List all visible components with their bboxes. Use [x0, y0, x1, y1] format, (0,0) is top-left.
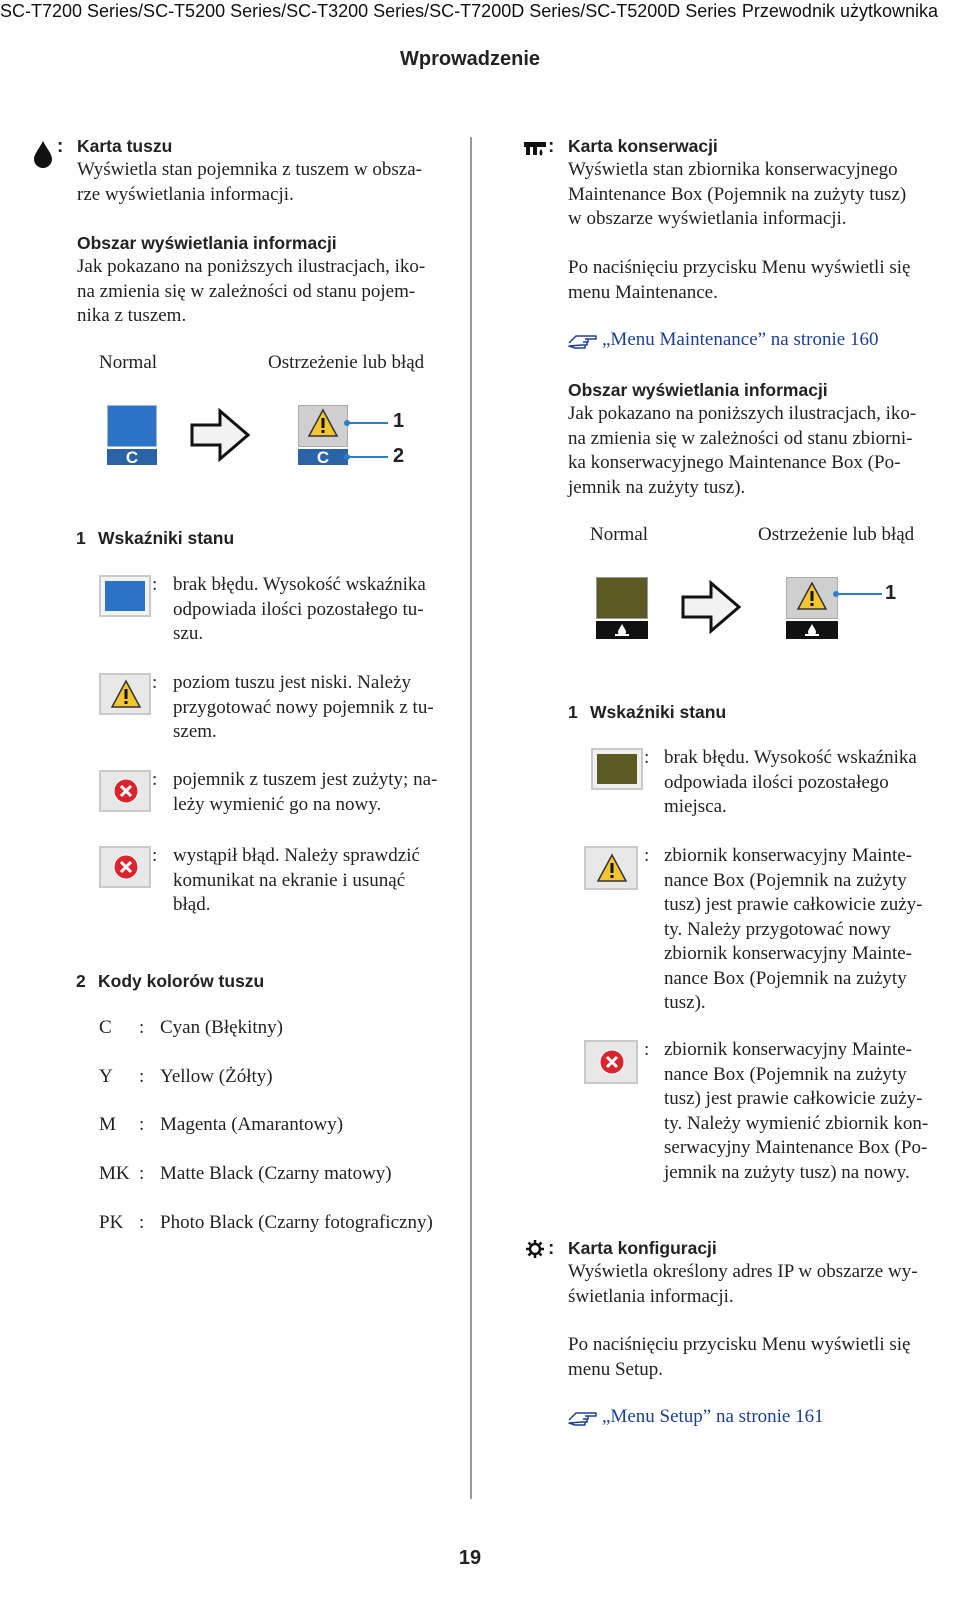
status-item-4-text — [173, 844, 420, 918]
item-colon: : — [139, 1066, 145, 1087]
text-line: Po naciśnięciu przycisku Menu wyświetli się — [568, 1334, 911, 1355]
callout-1: 1 — [885, 582, 897, 604]
ink-code-name: Yellow (Żółty) — [160, 1066, 273, 1087]
text-line: pojemnik z tuszem jest zużyty; na- — [173, 769, 438, 790]
text-line: nance Box (Pojemnik na zużyty — [664, 967, 907, 989]
status-item-1-text — [173, 573, 426, 647]
maint-tab-desc2 — [568, 256, 910, 305]
figure-normal-label: Normal — [99, 352, 158, 373]
text-line: jemnik na zużyty tusz). — [568, 476, 746, 498]
maintenance-menu-link[interactable]: „Menu Maintenance” na stronie 160 — [602, 329, 879, 350]
text-line: zbiornik konserwacyjny Mainte- — [664, 845, 912, 866]
text-line: menu Setup. — [568, 1358, 663, 1380]
maint-normal-tile — [596, 577, 648, 639]
item-colon: : — [644, 747, 650, 768]
item-colon: : — [152, 574, 158, 595]
warning-triangle-icon — [99, 673, 151, 715]
info-area-title: Obszar wyświetlania informacji — [77, 233, 337, 253]
maint-status-3-text — [664, 1038, 928, 1185]
status-heading: Wskaźniki stanu — [590, 702, 727, 722]
section-title: Wprowadzenie — [399, 48, 540, 70]
error-x-icon — [99, 770, 151, 812]
text-line: leży wymienić go na nowy. — [173, 793, 382, 815]
maint-tab-title: Karta konserwacji — [568, 136, 718, 156]
maint-tab-desc — [568, 158, 906, 232]
text-line: komunikat na ekranie i usunąć — [173, 869, 406, 891]
pointing-hand-icon — [568, 1407, 598, 1434]
guide-title: Przewodnik użytkownika — [741, 1, 938, 21]
ink-code: C — [99, 1017, 112, 1038]
status-item-2-text — [173, 671, 434, 745]
text-line: odpowiada ilości pozostałego — [664, 771, 889, 793]
text-line: miejsca. — [664, 796, 727, 817]
info-area-desc-right — [568, 402, 916, 500]
item-colon: : — [644, 845, 650, 866]
blue-level-icon — [99, 575, 151, 617]
callout-1: 1 — [393, 410, 405, 432]
text-line: na zmienia się w zależności od stanu zbiorni- — [568, 427, 913, 449]
series-title: SC-T7200 Series/SC-T5200 Series/SC-T3200 Series/SC-T7200D Series/SC-T5200D Series — [0, 1, 737, 21]
text-line: na zmienia się w zależności od stanu pojem- — [77, 280, 416, 302]
ink-code: Y — [99, 1066, 113, 1087]
text-line: Jak pokazano na poniższych ilustracjach, iko- — [77, 256, 426, 277]
figure-normal-label: Normal — [590, 524, 649, 545]
ink-normal-tile — [107, 405, 157, 465]
codes-heading-num: 2 — [76, 971, 86, 991]
ink-code: PK — [99, 1212, 124, 1233]
maint-status-2-text — [664, 844, 923, 1016]
ink-tab-colon: : — [57, 136, 64, 157]
error-x-icon — [99, 846, 151, 888]
text-line: ty. Należy wymienić zbiornik kon- — [664, 1112, 929, 1134]
text-line: jemnik na zużyty tusz) na nowy. — [664, 1161, 910, 1183]
text-line: błąd. — [173, 894, 211, 915]
warning-triangle-icon — [584, 846, 638, 890]
status-heading: Wskaźniki stanu — [98, 528, 235, 548]
ink-drop-icon — [33, 140, 53, 168]
text-line: Jak pokazano na poniższych ilustracjach, iko- — [568, 403, 917, 424]
text-line: nance Box (Pojemnik na zużyty — [664, 869, 907, 891]
ink-code-name: Photo Black (Czarny fotograficzny) — [160, 1212, 433, 1233]
arrow-right-icon — [681, 580, 743, 639]
text-line: tusz) jest prawie całkowicie zuży- — [664, 894, 923, 915]
item-colon: : — [139, 1017, 145, 1038]
item-colon: : — [139, 1212, 145, 1233]
config-tab-desc2 — [568, 1333, 910, 1382]
text-line: przygotować nowy pojemnik z tu- — [173, 696, 434, 718]
item-colon: : — [152, 845, 158, 866]
text-line: odpowiada ilości pozostałego tu- — [173, 598, 424, 620]
error-x-icon — [584, 1040, 638, 1084]
text-line: Maintenance Box (Pojemnik na zużyty tusz) — [568, 183, 907, 205]
ink-code-label: C — [298, 449, 348, 465]
text-line: serwacyjny Maintenance Box (Po- — [664, 1137, 928, 1158]
ink-code-label: C — [107, 449, 157, 465]
text-line: Wyświetla stan zbiornika konserwacyjnego — [568, 159, 898, 180]
pointing-hand-icon — [568, 330, 598, 357]
olive-level-icon — [591, 748, 643, 790]
arrow-right-icon — [190, 408, 252, 467]
text-line: poziom tuszu jest niski. Należy — [173, 672, 411, 693]
callout-2: 2 — [393, 445, 405, 467]
text-line: menu Maintenance. — [568, 281, 718, 303]
config-tab-title: Karta konfiguracji — [568, 1238, 717, 1258]
text-line: szu. — [173, 623, 204, 644]
item-colon: : — [644, 1039, 650, 1060]
ink-code: M — [99, 1114, 116, 1135]
ink-code-name: Matte Black (Czarny matowy) — [160, 1163, 392, 1184]
status-heading-num: 1 — [568, 702, 578, 722]
text-line: zbiornik konserwacyjny Mainte- — [664, 943, 912, 964]
item-colon: : — [152, 769, 158, 790]
figure-warning-label: Ostrzeżenie lub błąd — [268, 352, 425, 373]
text-line: rze wyświetlania informacji. — [77, 183, 294, 205]
info-area-title-right: Obszar wyświetlania informacji — [568, 380, 828, 400]
text-line: ty. Należy przygotować nowy — [664, 918, 891, 940]
page-number: 19 — [458, 1547, 482, 1569]
text-line: nika z tuszem. — [77, 305, 187, 326]
text-line: brak błędu. Wysokość wskaźnika — [664, 747, 917, 768]
text-line: w obszarze wyświetlania informacji. — [568, 208, 847, 229]
warning-triangle-icon — [307, 408, 339, 438]
text-line: wystąpił błąd. Należy sprawdzić — [173, 845, 420, 866]
maint-tab-colon: : — [548, 136, 555, 157]
text-line: szem. — [173, 721, 217, 742]
text-line: świetlania informacji. — [568, 1285, 734, 1307]
ink-code: MK — [99, 1163, 130, 1184]
ink-code-name: Magenta (Amarantowy) — [160, 1114, 344, 1135]
maint-warning-tile — [786, 577, 838, 639]
maint-status-1-text — [664, 746, 917, 820]
item-colon: : — [139, 1163, 145, 1184]
gear-icon — [525, 1239, 545, 1264]
ink-tab-desc — [77, 158, 422, 207]
text-line: ka konserwacyjnego Maintenance Box (Po- — [568, 452, 901, 473]
text-line: Wyświetla określony adres IP w obszarze wy- — [568, 1261, 918, 1282]
item-colon: : — [139, 1114, 145, 1135]
text-line: Wyświetla stan pojemnika z tuszem w obsza- — [77, 159, 422, 180]
setup-menu-link[interactable]: „Menu Setup” na stronie 161 — [602, 1406, 824, 1427]
text-line: Po naciśnięciu przycisku Menu wyświetli się — [568, 257, 911, 278]
text-line: tusz) jest prawie całkowicie zuży- — [664, 1088, 923, 1109]
column-divider — [470, 137, 472, 1499]
status-item-3-text — [173, 768, 437, 817]
text-line: zbiornik konserwacyjny Mainte- — [664, 1039, 912, 1060]
codes-heading: Kody kolorów tuszu — [98, 971, 265, 991]
figure-warning-label: Ostrzeżenie lub błąd — [758, 524, 915, 545]
warning-triangle-icon — [796, 581, 828, 611]
callout-lines — [340, 413, 392, 463]
config-tab-colon: : — [548, 1238, 555, 1259]
callout-line — [830, 588, 885, 600]
text-line: brak błędu. Wysokość wskaźnika — [173, 574, 426, 595]
config-tab-desc — [568, 1260, 918, 1309]
text-line: tusz). — [664, 992, 706, 1013]
info-area-desc — [77, 255, 425, 329]
ink-tab-title: Karta tuszu — [77, 136, 173, 156]
ink-code-name: Cyan (Błękitny) — [160, 1017, 283, 1038]
status-heading-num: 1 — [76, 528, 86, 548]
text-line: nance Box (Pojemnik na zużyty — [664, 1063, 907, 1085]
item-colon: : — [152, 672, 158, 693]
maintenance-box-icon — [523, 140, 547, 165]
